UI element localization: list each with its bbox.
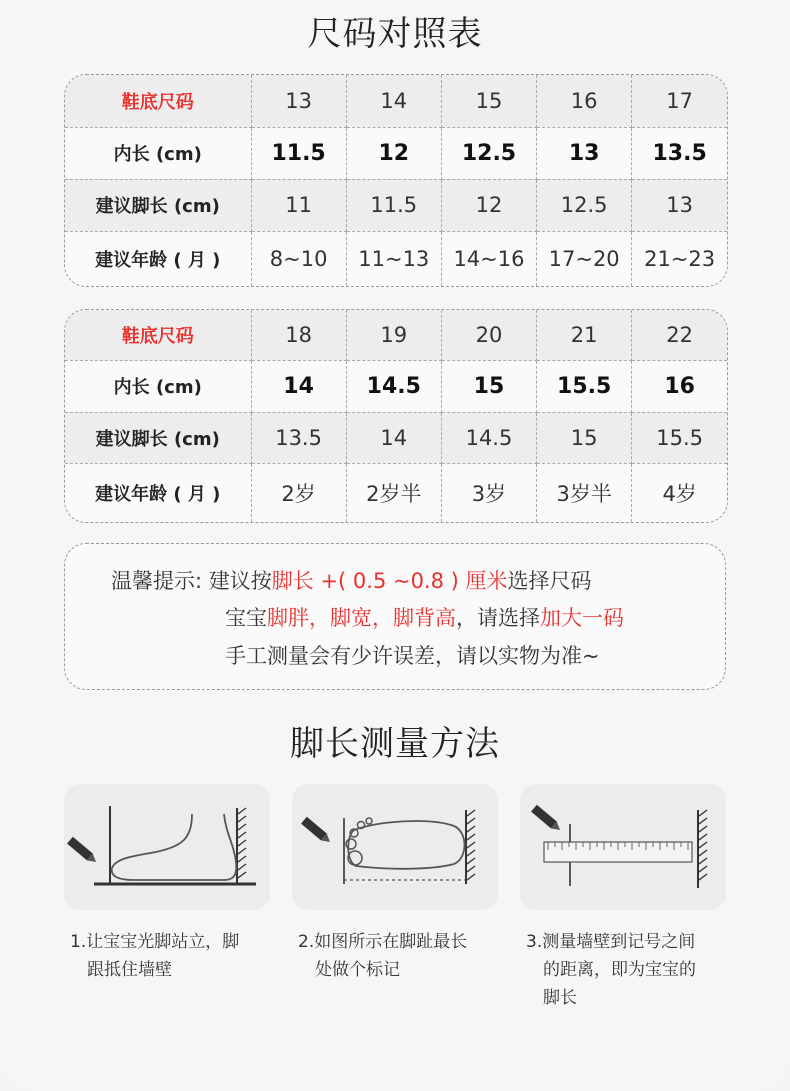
row-label-foot-length: 建议脚长 (cm) <box>65 412 251 463</box>
table-cell: 13 <box>537 127 632 179</box>
measure-method-title: 脚长测量方法 <box>290 724 500 764</box>
step-card-2 <box>292 784 498 910</box>
table-cell: 12.5 <box>537 179 632 231</box>
foot-top-mark-icon <box>292 784 498 910</box>
step-2-line-1: 2.如图所示在脚趾最长 <box>298 932 468 952</box>
table-cell: 15 <box>441 75 536 127</box>
table-cell: 16 <box>632 360 727 412</box>
table-row <box>65 412 727 463</box>
table-cell: 11.5 <box>251 127 346 179</box>
table-cell: 14.5 <box>346 360 441 412</box>
size-table-1 <box>64 74 728 287</box>
tip-highlight: 脚胖，脚宽，脚背高 <box>267 606 456 630</box>
table-cell: 4岁 <box>632 463 727 522</box>
step-2-line-2: 处做个标记 <box>315 960 400 980</box>
table-cell: 21 <box>537 310 632 360</box>
row-label-size-code: 鞋底尺码 <box>65 75 251 127</box>
table-cell: 17~20 <box>537 231 632 286</box>
step-1-line-2: 跟抵住墙壁 <box>87 960 172 980</box>
tips-box <box>64 543 726 690</box>
table-cell: 3岁 <box>441 463 536 522</box>
table-row <box>65 463 727 522</box>
ruler-wall-icon <box>520 784 726 910</box>
table-cell: 18 <box>251 310 346 360</box>
step-text-3 <box>526 928 696 1012</box>
table-cell: 21~23 <box>632 231 727 286</box>
table-cell: 17 <box>632 75 727 127</box>
tip-highlight: 脚长 +( 0.5 ~0.8 ) 厘米 <box>271 569 508 593</box>
row-label-size-code: 鞋底尺码 <box>65 310 251 360</box>
table-cell: 20 <box>441 310 536 360</box>
table-cell: 15 <box>537 412 632 463</box>
tip-text: 建议按 <box>208 569 272 593</box>
tip-highlight: 加大一码 <box>540 606 624 630</box>
table-cell: 13 <box>251 75 346 127</box>
table-cell: 2岁半 <box>346 463 441 522</box>
row-label-age: 建议年龄 ( 月 ) <box>65 463 251 522</box>
table-row <box>65 127 727 179</box>
table-cell: 8~10 <box>251 231 346 286</box>
row-label-age: 建议年龄 ( 月 ) <box>65 231 251 286</box>
size-table-2 <box>64 309 728 523</box>
table-cell: 14.5 <box>441 412 536 463</box>
side-foot-wall-icon <box>64 784 270 910</box>
row-label-foot-length: 建议脚长 (cm) <box>65 179 251 231</box>
table-cell: 16 <box>537 75 632 127</box>
tip-text: 选择尺码 <box>507 569 592 593</box>
table-cell: 15.5 <box>632 412 727 463</box>
table-cell: 2岁 <box>251 463 346 522</box>
tip-line-2 <box>225 602 624 632</box>
step-card-1 <box>64 784 270 910</box>
table-row <box>65 75 727 127</box>
step-card-3 <box>520 784 726 910</box>
table-cell: 11.5 <box>346 179 441 231</box>
table-cell: 11~13 <box>346 231 441 286</box>
table-row <box>65 360 727 412</box>
tip-line-3: 手工测量会有少许误差，请以实物为准~ <box>225 644 600 668</box>
table-cell: 14 <box>346 75 441 127</box>
table-cell: 11 <box>251 179 346 231</box>
table-cell: 3岁半 <box>537 463 632 522</box>
table-cell: 15 <box>441 360 536 412</box>
table-cell: 22 <box>632 310 727 360</box>
size-chart-title: 尺码对照表 <box>307 14 483 54</box>
table-cell: 14 <box>251 360 346 412</box>
table-row <box>65 179 727 231</box>
table-cell: 12 <box>441 179 536 231</box>
table-cell: 15.5 <box>537 360 632 412</box>
tip-line-1 <box>111 565 592 595</box>
row-label-inner-length: 内长 (cm) <box>65 360 251 412</box>
table-cell: 13.5 <box>251 412 346 463</box>
table-cell: 12 <box>346 127 441 179</box>
table-cell: 19 <box>346 310 441 360</box>
step-text-2 <box>298 928 467 984</box>
step-3-line-2: 的距离，即为宝宝的 <box>543 960 696 980</box>
table-row <box>65 231 727 286</box>
table-cell: 14~16 <box>441 231 536 286</box>
step-3-line-3: 脚长 <box>543 988 577 1008</box>
table-cell: 13.5 <box>632 127 727 179</box>
table-cell: 14 <box>346 412 441 463</box>
row-label-inner-length: 内长 (cm) <box>65 127 251 179</box>
tip-text: 宝宝 <box>225 606 267 630</box>
tip-text: ，请选择 <box>456 606 540 630</box>
step-1-line-1: 1.让宝宝光脚站立，脚 <box>70 932 240 952</box>
step-3-line-1: 3.测量墙壁到记号之间 <box>526 932 696 952</box>
table-row <box>65 310 727 360</box>
tips-label: 温馨提示: <box>111 569 209 593</box>
table-cell: 13 <box>632 179 727 231</box>
table-cell: 12.5 <box>441 127 536 179</box>
step-text-1 <box>70 928 239 984</box>
